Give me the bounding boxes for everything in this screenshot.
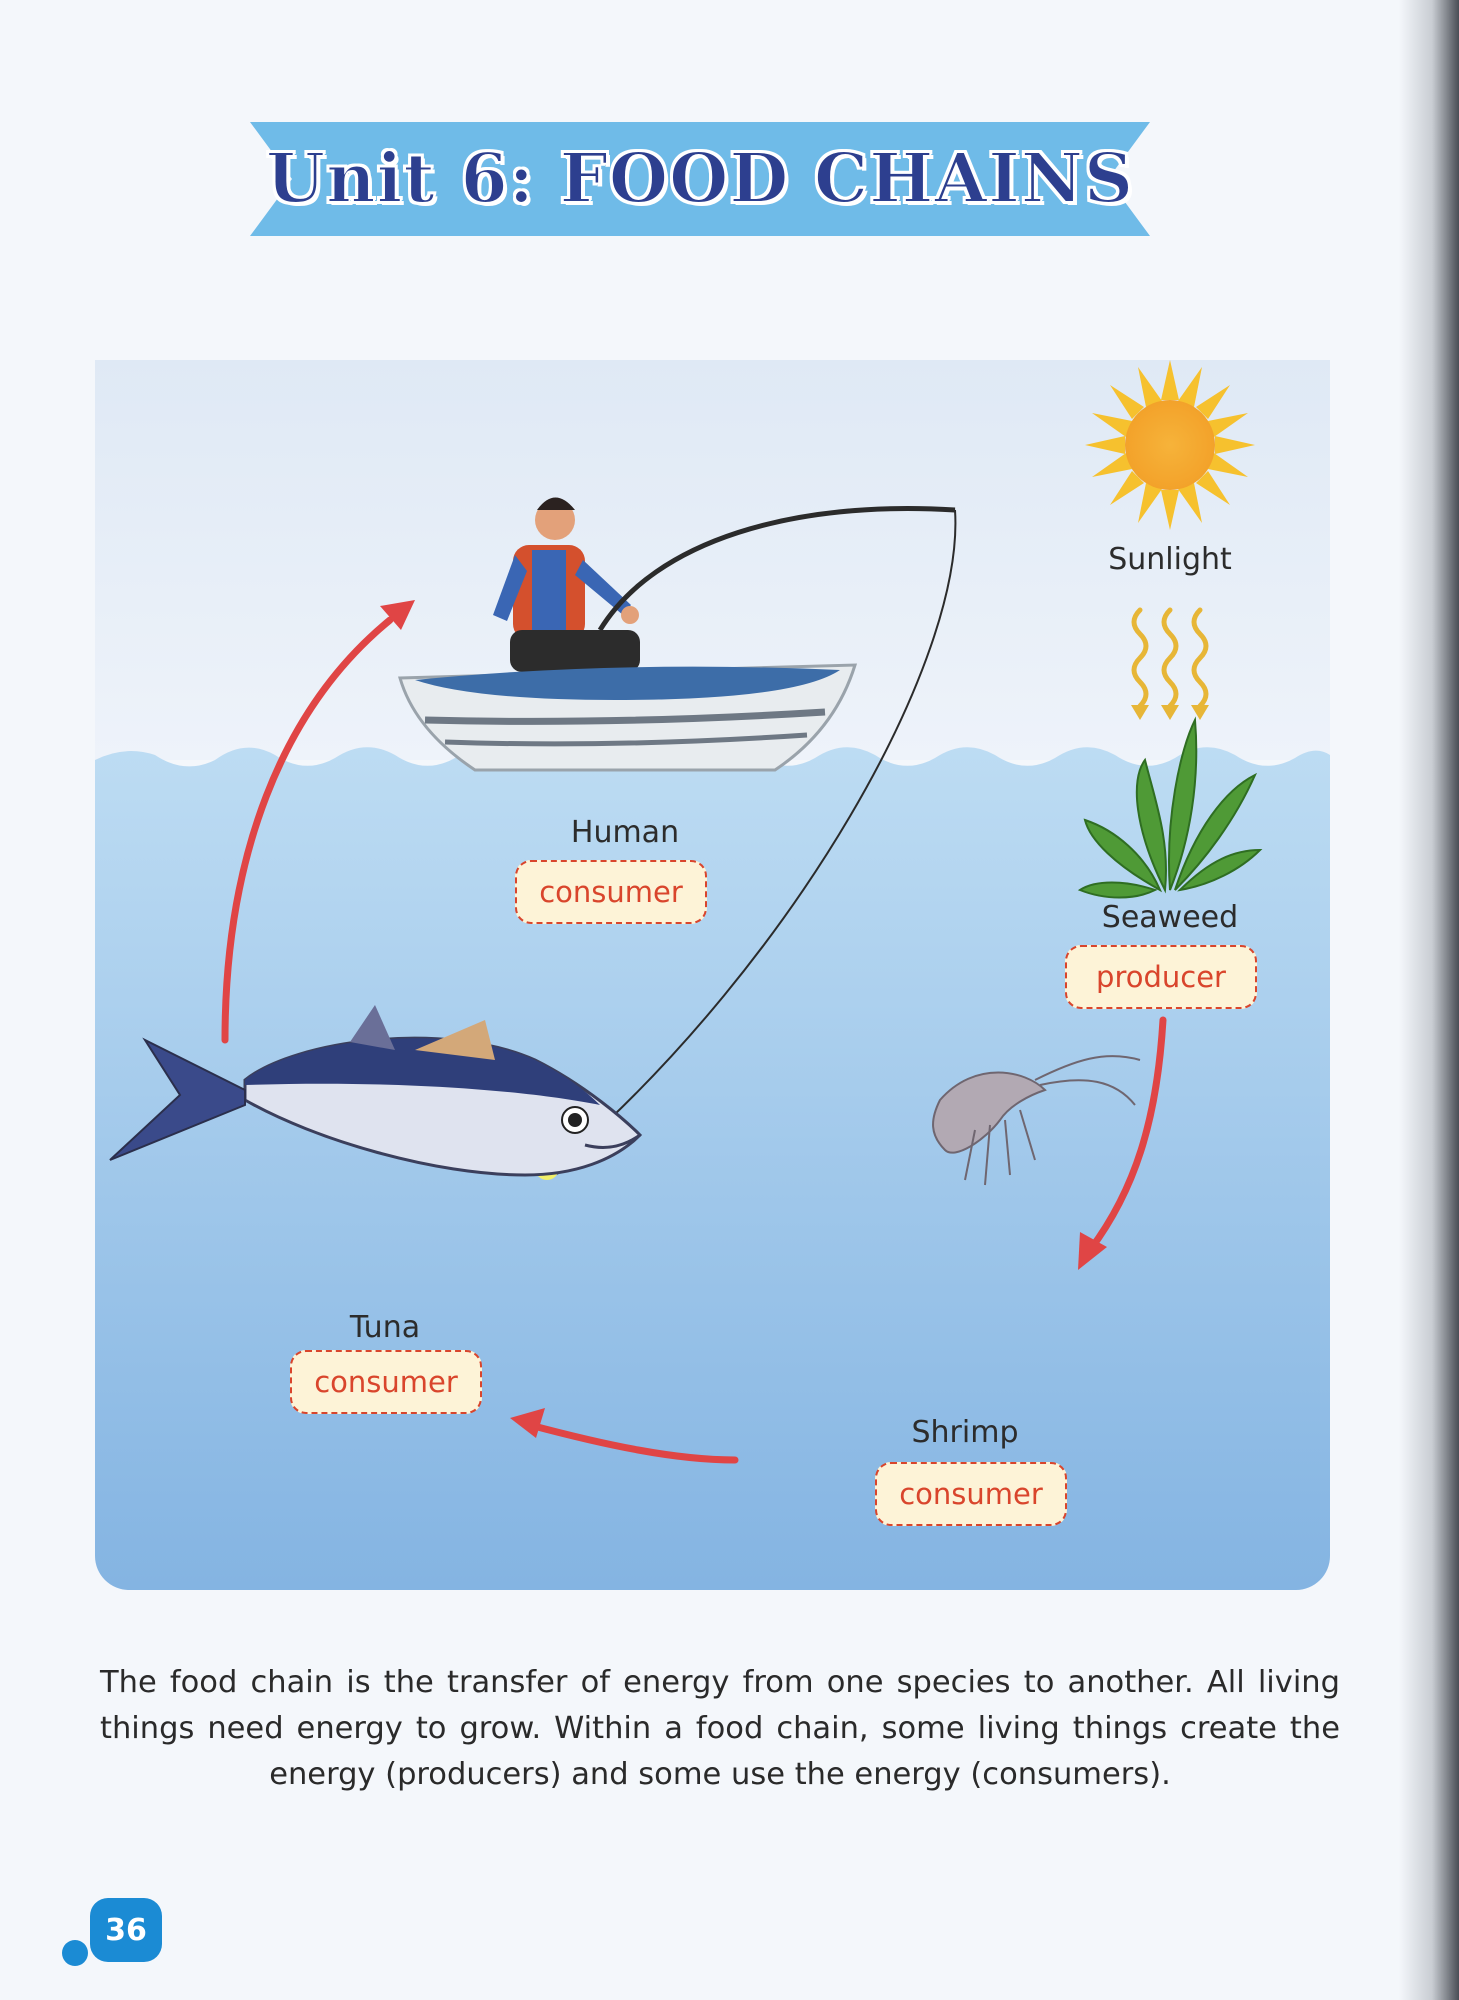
title-banner	[250, 118, 1150, 240]
tuna-role-tag: consumer	[290, 1350, 482, 1414]
page-title: Unit 6: FOOD CHAINS	[265, 139, 1135, 219]
page-number-badge: 36	[90, 1898, 162, 1962]
human-label: Human	[570, 815, 680, 850]
tuna-label: Tuna	[349, 1310, 421, 1345]
caption-paragraph: The food chain is the transfer of energy from one species to another. All living things need energy to grow. Within a food chain, some living things create the energy (producers) and some use the energy (consumers).	[100, 1665, 1340, 1792]
food-chain-diagram	[95, 360, 1330, 1590]
page-dot	[62, 1940, 88, 1966]
sun-icon	[1085, 360, 1255, 530]
shrimp-label: Shrimp	[911, 1415, 1019, 1450]
shrimp-role-tag: consumer	[875, 1462, 1067, 1526]
sunlight-label: Sunlight	[1108, 542, 1232, 577]
seaweed-label: Seaweed	[1101, 900, 1239, 935]
page-edge-shadow	[1399, 0, 1459, 2000]
seaweed-role-tag: producer	[1065, 945, 1257, 1009]
human-role-tag: consumer	[515, 860, 707, 924]
